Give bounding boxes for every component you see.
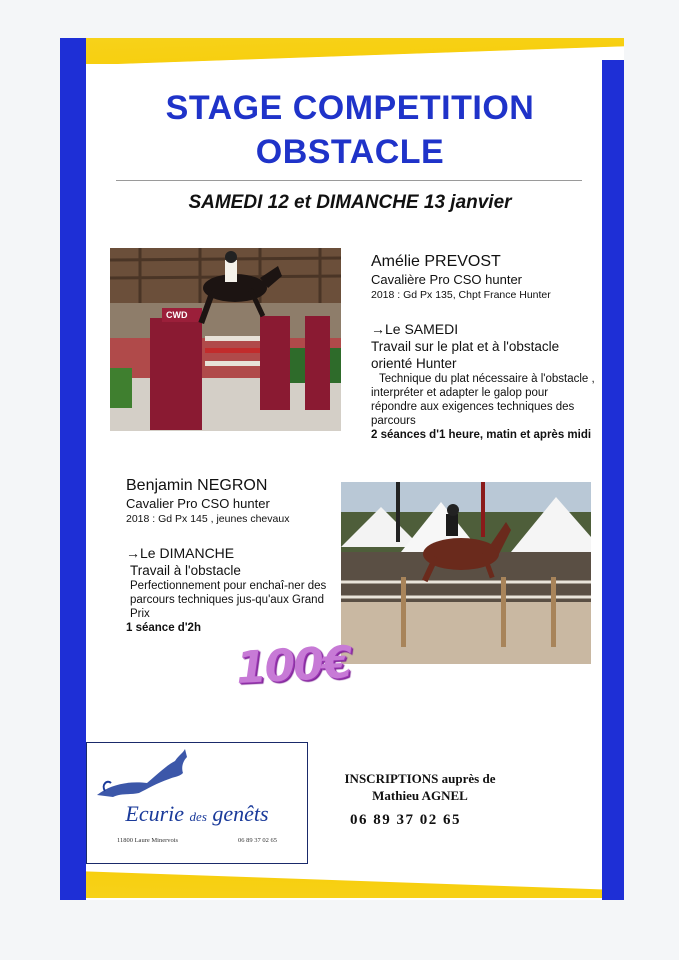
stable-name bbox=[87, 801, 307, 827]
coach-1-day: →Le SAMEDI bbox=[371, 321, 459, 337]
stable-logo bbox=[86, 742, 308, 864]
left-blue-border bbox=[60, 38, 86, 900]
coach-1-name: Amélie PREVOST bbox=[371, 253, 501, 270]
title-line-1: STAGE COMPETITION bbox=[165, 89, 535, 127]
top-yellow-border bbox=[86, 38, 624, 64]
coach-1-subtitle: Travail sur le plat et à l'obstacle orienté Hunter bbox=[371, 339, 560, 371]
registration-phone: 06 89 37 02 65 bbox=[350, 812, 461, 828]
flyer-title bbox=[90, 86, 610, 174]
right-blue-border bbox=[602, 60, 624, 900]
price-tag: 100€ bbox=[234, 637, 352, 694]
coach-2-description: Perfectionnement pour enchaî-ner des parcours techniques jus-qu'aux Grand Prix bbox=[130, 580, 327, 620]
coach-2-record: 2018 : Gd Px 145 , jeunes chevaux bbox=[126, 513, 290, 525]
coach-1-description: Technique du plat nécessaire à l'obstacle , interpréter et adapter le galop pour répondre aux exigences techniques des parcours bbox=[371, 373, 595, 427]
horse-silhouette-icon bbox=[87, 743, 307, 803]
coach-2-sessions: 1 séance d'2h bbox=[126, 622, 201, 634]
stable-contact bbox=[87, 837, 307, 844]
coach-1-record: 2018 : Gd Px 135, Chpt France Hunter bbox=[371, 289, 551, 301]
coach-2-day: →Le DIMANCHE bbox=[126, 545, 235, 561]
coach-1-info bbox=[371, 252, 596, 442]
stable-name-des: des bbox=[189, 809, 207, 824]
bottom-yellow-border bbox=[60, 868, 620, 898]
coach-1-role: Cavalière Pro CSO hunter bbox=[371, 272, 523, 287]
coach-2-name: Benjamin NEGRON bbox=[126, 477, 268, 494]
event-dates: SAMEDI 12 et DIMANCHE 13 janvier bbox=[188, 192, 512, 213]
photo-indoor-jump bbox=[110, 248, 341, 431]
stable-name-main: Ecurie bbox=[125, 801, 185, 826]
registration-contact: Mathieu AGNEL bbox=[372, 788, 468, 803]
coach-2-role: Cavalier Pro CSO hunter bbox=[126, 496, 270, 511]
title-line-2: OBSTACLE bbox=[255, 133, 445, 171]
photo-outdoor-jump bbox=[341, 482, 591, 664]
sponsor-label: CWD bbox=[166, 310, 188, 320]
coach-2-info bbox=[126, 476, 331, 635]
stable-address: 11800 Laure Minervois bbox=[116, 837, 179, 844]
registration-info bbox=[336, 770, 504, 804]
coach-1-sessions: 2 séances d'1 heure, matin et après midi bbox=[371, 429, 592, 441]
coach-2-subtitle: Travail à l'obstacle bbox=[130, 563, 241, 578]
title-divider bbox=[116, 180, 582, 181]
registration-line-1: INSCRIPTIONS auprès de bbox=[344, 771, 496, 786]
stable-name-end: genêts bbox=[212, 801, 269, 826]
stable-phone: 06 89 37 02 65 bbox=[238, 837, 278, 844]
